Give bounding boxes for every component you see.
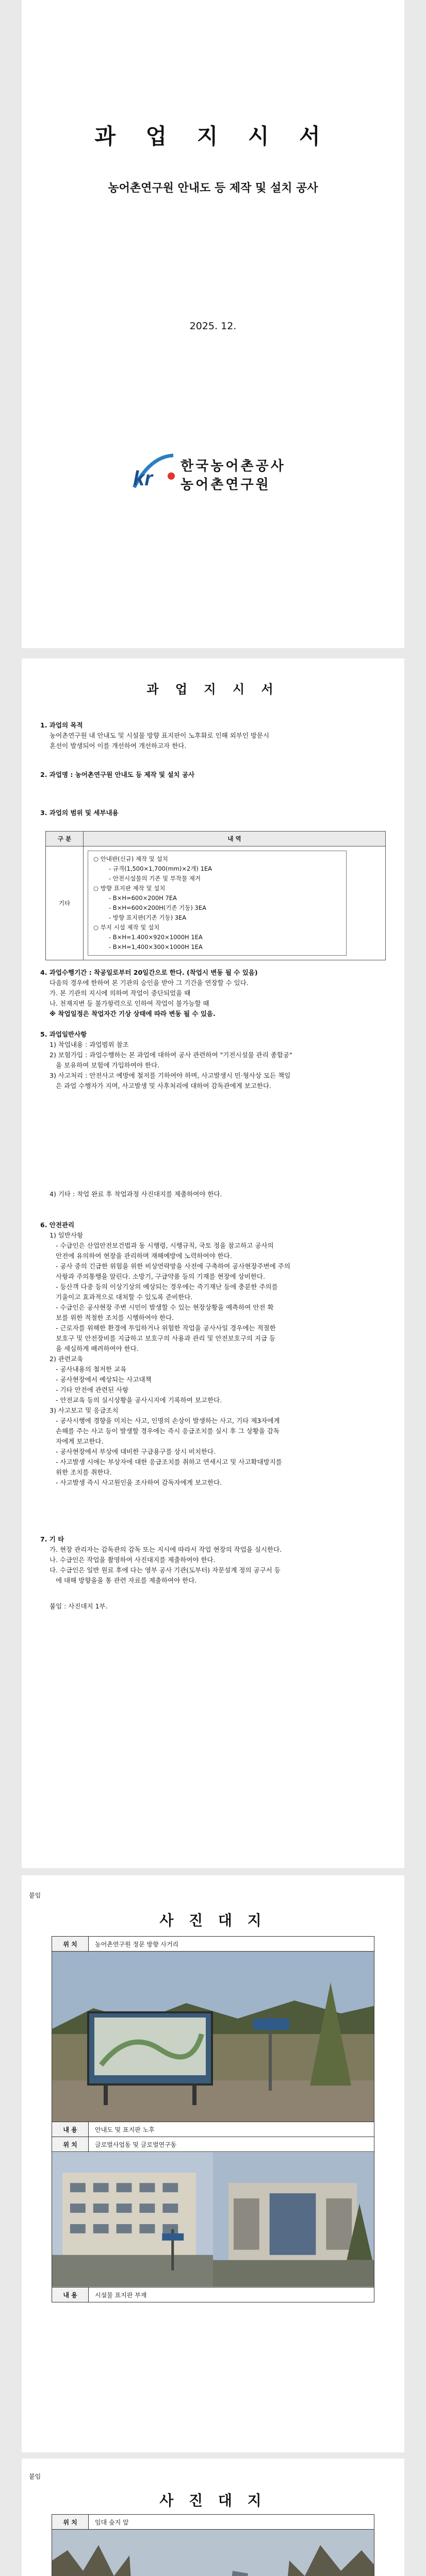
scope-item: - 규격(1,500×1,700(mm)×2개) 1EA <box>109 865 212 872</box>
section-text: 을 세심하게 배려하여야 한다. <box>56 1345 139 1352</box>
table-row <box>46 846 386 960</box>
krc-logo <box>130 448 305 495</box>
section-safety <box>40 1220 386 1488</box>
section-text: - 안전교육 등의 실시상황을 공사시지에 기록하여 보고한다. <box>56 1396 222 1404</box>
section-heading: 7. 기 타 <box>40 1535 64 1543</box>
section-text: 보를 위한 적절한 조치를 시행하여야 한다. <box>56 1314 174 1321</box>
section-heading: 5. 과업일반사항 <box>40 1030 87 1038</box>
section-text: 가. 현장 관리자는 감독관의 감독 또는 지시에 따라서 작업 현장의 작업을 실시한다. <box>50 1546 282 1553</box>
table-header-row <box>46 832 386 846</box>
section-text: 3) 사고처리 : 안전사고 예방에 철저를 기하여야 하며, 사고발생시 민·형사상 모든 책임 <box>50 1072 291 1079</box>
photo-sheet <box>52 1936 374 2302</box>
cover-page <box>22 0 404 648</box>
logo-text-line2: 농어촌연구원 <box>181 477 271 493</box>
photo-value: 시설물 표지판 부재 <box>95 2291 147 2299</box>
section-text: - 근로자를 위해한 환경에 투입하거나 위험한 작업을 공사사일 경우에는 적절한 <box>56 1324 276 1332</box>
section-text: - 공사현장에서 예상되는 사고대책 <box>56 1376 152 1383</box>
photo-value: 안내도 및 표지판 노후 <box>95 2126 155 2133</box>
photo-label: 위 치 <box>52 2515 89 2529</box>
section-text: 기울이고 효과적으로 대처할 수 있도록 준비한다. <box>56 1293 193 1301</box>
subsection-heading: 3) 사고보고 및 응급조치 <box>50 1406 119 1414</box>
section-heading: 4. 과업수행기간 : 착공일로부터 20일간으로 한다. (착업시 변동 될 수 있음) <box>40 969 258 976</box>
cover-date: 2025. 12. <box>189 320 237 332</box>
section-text: 자에게 보고한다. <box>56 1437 104 1445</box>
photo-buildings <box>52 2152 374 2287</box>
section-heading: 2. 과업명 : 농어촌연구원 안내도 등 제작 및 설치 공사 <box>40 771 195 778</box>
section-text: 4) 기타 : 착업 완료 후 착업과정 사진대지를 제출하여야 한다. <box>50 1190 222 1198</box>
scope-item: - 방향 표지판(기존 기둥) 3EA <box>109 914 187 921</box>
section-text: 다음의 경우에 한하여 본 기관의 승인을 받아 그 기간을 연장할 수 있다. <box>50 979 249 987</box>
attachment-note <box>40 1601 386 1612</box>
subsection-heading: 2) 관련교육 <box>50 1355 84 1363</box>
scope-item: - B×H=600×200H(기존 기둥) 3EA <box>109 904 206 911</box>
section-text: 혼선이 발생되어 이를 개선하여 개선하고자 한다. <box>50 742 187 750</box>
section-text: 농어촌연구원 내 안내도 및 시설물 방향 표지판이 노후화로 인해 외부인 방문시 <box>50 732 270 739</box>
section-text: - 기타 안전에 관련된 사항 <box>56 1386 129 1394</box>
section-text: - 공사현장에서 부상에 대비한 구급용구를 상시 비치한다. <box>56 1448 216 1455</box>
photo-label: 내 용 <box>52 2122 89 2137</box>
section-text: 1) 착업내용 : 과업범위 참조 <box>50 1041 129 1048</box>
photo-value: 임대 숲지 앞 <box>95 2518 129 2526</box>
table-cell <box>84 846 386 960</box>
photo-title: 사 진 대 지 <box>159 2492 267 2509</box>
svg-text:kr: kr <box>133 467 153 490</box>
section-note: ※ 착업일정은 착업자간 기상 상태에 따라 변동 될 수 있음. <box>50 1010 216 1018</box>
section-text: 을 보유하여 보험에 가입하여야 한다. <box>56 1061 159 1069</box>
section-text: 손해를 주는 사고 등이 발생할 경우에는 즉시 응급조치를 실시 후 그 상황을 감독 <box>56 1427 280 1435</box>
table-cell: 기타 <box>46 846 84 960</box>
table-header: 구 분 <box>46 832 84 846</box>
photo-page-1 <box>22 1875 404 2452</box>
section-text: - 등산객 다중 등의 이상기상의 예상되는 경우에는 즉기재난 등에 충분한 주의를 <box>56 1283 278 1291</box>
section-heading: 6. 안전관리 <box>40 1221 75 1229</box>
spec-page <box>22 658 404 1868</box>
photo-signboard <box>52 1952 374 2122</box>
section-purpose <box>40 720 386 751</box>
scope-table <box>45 831 386 960</box>
photo-title: 사 진 대 지 <box>159 1912 267 1929</box>
section-general-etc <box>40 1189 386 1199</box>
section-text: - 사고발생 시에는 부상자에 대한 응급조치를 취하고 연세시고 및 사고확대방지를 <box>56 1458 282 1466</box>
section-text: - 공사내용의 철저한 교육 <box>56 1365 127 1373</box>
section-text: 다. 수급인은 일반 원료 후에 다는 영부 공사 기관(도부터) 자문설계 정의 공구서 등 <box>50 1566 281 1574</box>
logo-text-line1: 한국농어촌공사 <box>181 459 286 474</box>
photo-sheet <box>52 2514 374 2576</box>
section-text: - 수급인은 산업안전보건법과 동 시행령, 시행규칙, 국토 정을 참고하고 공사의 <box>56 1242 274 1249</box>
photo-label: 위 치 <box>52 2137 89 2151</box>
photo-signboard-image <box>52 1952 374 2122</box>
attachment-label: 붙임 <box>29 2473 41 2480</box>
scope-item: ○ 안내판(신규) 제작 및 설치 <box>93 855 168 862</box>
scope-item: - B×H=1.400×920×1000H 1EA <box>109 934 203 941</box>
section-text: - 사고발생 즉시 사고원인을 조사하여 감독자에게 보고한다. <box>56 1479 222 1486</box>
photo-row <box>52 2515 374 2530</box>
photo-building-left <box>52 2152 213 2287</box>
scope-item: ○ 방향 표지판 제작 및 설치 <box>93 885 166 892</box>
photo-value: 농어촌연구원 정문 방향 사거리 <box>95 1940 179 1948</box>
photo-row <box>52 2122 374 2137</box>
section-heading: 3. 과업의 범위 및 세부내용 <box>40 809 119 817</box>
photo-building-right <box>213 2152 374 2287</box>
table-header: 내 역 <box>84 832 386 846</box>
scope-item-list <box>88 851 347 956</box>
section-text: 나. 천재지변 등 불가항력으로 인하여 작업이 불가능할 때 <box>50 999 209 1007</box>
section-heading: 1. 과업의 목적 <box>40 721 83 729</box>
attachment-label: 붙임 <box>29 1892 41 1899</box>
section-text: 가. 본 기관의 지시에 의하여 작업이 중단되었을 때 <box>50 989 191 997</box>
scope-item: ○ 부지 시설 제작 및 설치 <box>93 924 160 931</box>
scope-item: - B×H=1,400×300×1000H 1EA <box>109 943 203 951</box>
section-text: 2) 보험가입 : 과업수행하는 본 과업에 대하여 공사 관련하여 "기전시설물 관리 종합공" <box>50 1051 292 1059</box>
subsection-heading: 1) 일반사항 <box>50 1231 84 1239</box>
section-text: 붙임 : 사진대지 1부. <box>50 1602 108 1610</box>
section-name <box>40 770 386 780</box>
section-text: 나. 수급인은 작업을 촬영하여 사진대지를 제출하여야 한다. <box>50 1556 216 1564</box>
photo-row <box>52 2287 374 2302</box>
photo-row <box>52 2137 374 2152</box>
section-text: - 수급인은 공사현장 주변 시민이 발생할 수 있는 현장상황을 예측하여 안전 확 <box>56 1303 274 1311</box>
section-text: 위한 조치를 취한다. <box>56 1468 112 1476</box>
photo-header-row <box>52 1937 374 1952</box>
section-text: 에 대해 방향을을 통 관련 자료를 제출하여야 한다. <box>56 1577 197 1584</box>
section-text: 은 과업 수행자가 지며, 사고발생 및 사후처리에 대하여 감독관에게 보고한다. <box>56 1082 272 1090</box>
photo-label: 내 용 <box>52 2287 89 2302</box>
section-text: - 공사시행에 경향을 미치는 사고, 인명의 손상이 발생하는 사고, 기타 제3자에게 <box>56 1417 280 1425</box>
section-text: - 공사 중의 긴급한 위험을 위한 비상연락망을 사전에 구축하여 공사현장주변에 주의 <box>56 1262 290 1270</box>
cover-subtitle: 농어촌연구원 안내도 등 제작 및 설치 공사 <box>108 182 318 195</box>
section-etc <box>40 1534 386 1586</box>
spec-title: 과 업 지 시 서 <box>146 682 280 697</box>
photo-sculpture <box>52 2530 374 2576</box>
section-general <box>40 1029 386 1091</box>
photo-page-2 <box>22 2459 404 2576</box>
section-text: 사항과 주의통행을 알린다. 소방기, 구급약품 등의 기재를 현장에 상비한다. <box>56 1273 265 1280</box>
scope-item: - 안전시설물의 기존 및 부착물 제거 <box>109 875 201 882</box>
section-period <box>40 968 386 1019</box>
photo-sculpture-image <box>52 2530 374 2576</box>
cover-title: 과 업 지 시 서 <box>94 124 332 149</box>
section-scope <box>40 808 386 818</box>
krc-logo-icon <box>130 451 176 493</box>
scope-item: - B×H=600×200H 7EA <box>109 894 177 902</box>
section-text: 보호구 및 안전장비를 지급하고 보호구의 사용과 관리 및 안전보호구의 지급 등 <box>56 1334 276 1342</box>
section-text: 안전에 유의하여 현장을 관리하며 재해예방에 노력하여야 한다. <box>56 1252 232 1260</box>
photo-value: 글로벌사업동 및 글로벌연구동 <box>95 2141 177 2148</box>
photo-label: 위 치 <box>52 1937 89 1951</box>
